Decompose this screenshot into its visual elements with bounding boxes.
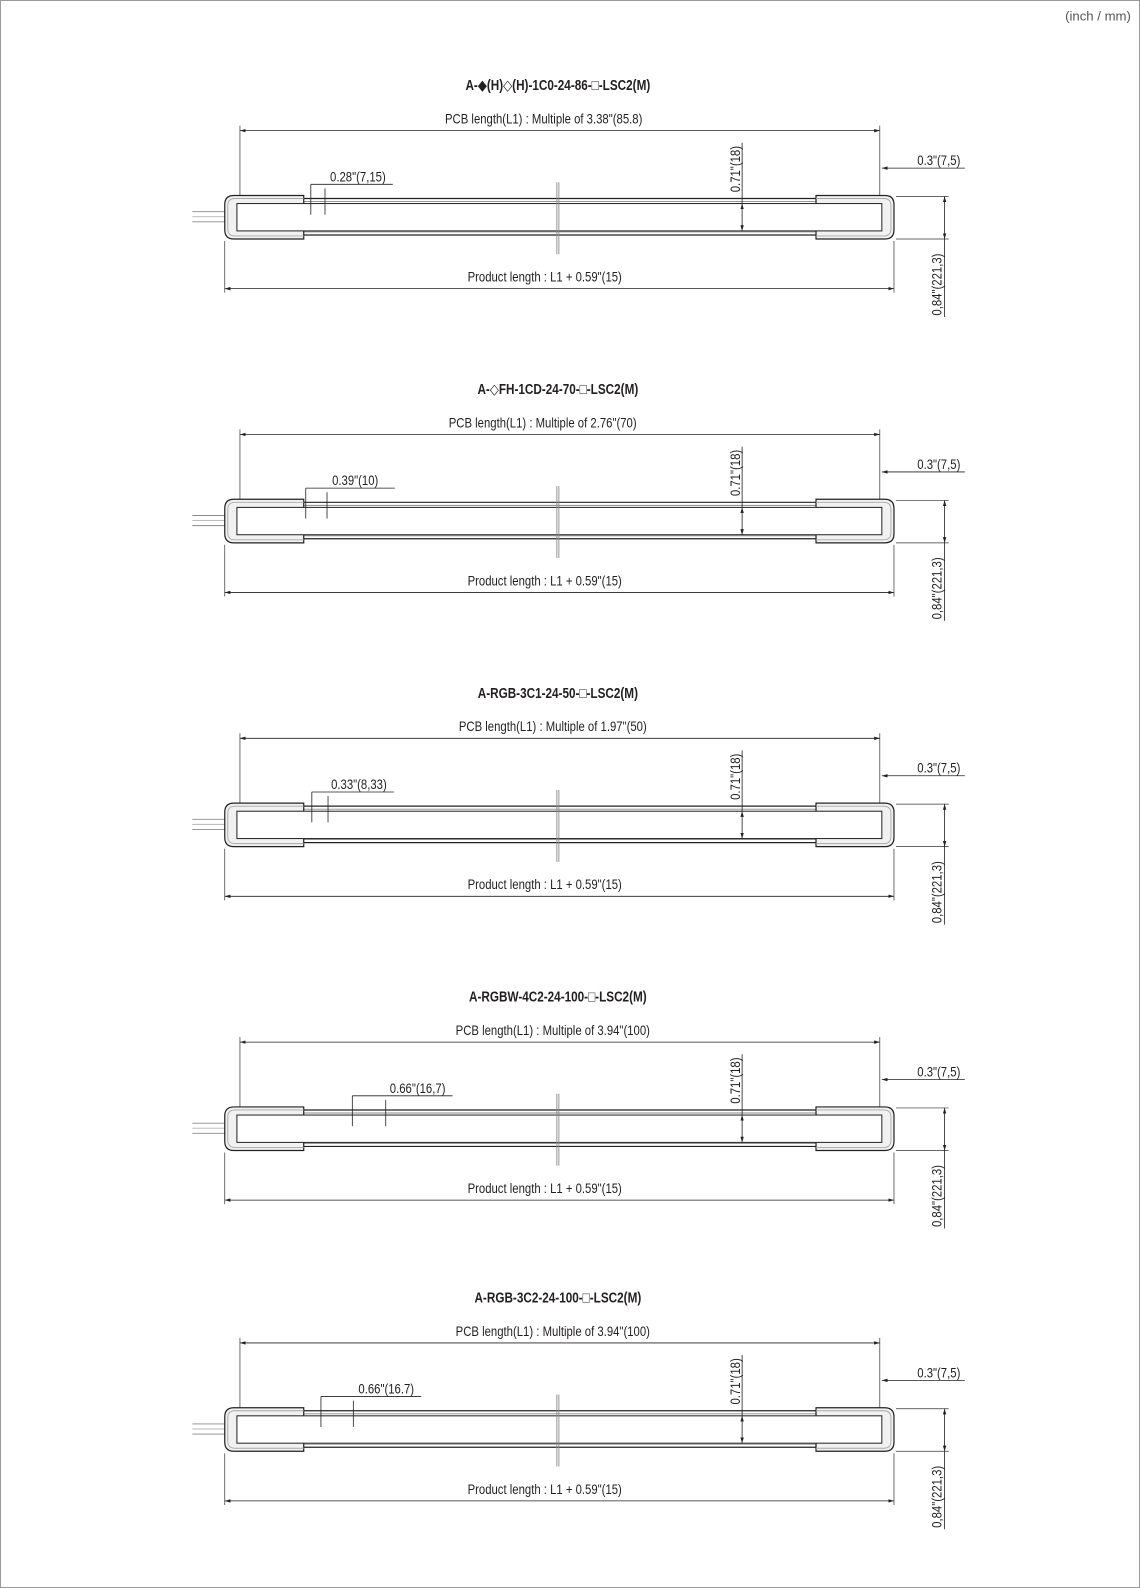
pcb-length-label: PCB length(L1) : Multiple of 3.38"(85.8) xyxy=(444,110,643,127)
product-length-label: Product length : L1 + 0.59"(15) xyxy=(467,1179,622,1197)
height-dimension-label: 0.71"(18) xyxy=(726,1057,744,1104)
end-offset-dimension-label: 0.3"(7,5) xyxy=(917,151,961,169)
product-length-label: Product length : L1 + 0.59"(15) xyxy=(467,268,622,285)
pcb-length-label: PCB length(L1) : Multiple of 3.94"(100) xyxy=(455,1322,650,1340)
units-label: (inch / mm) xyxy=(1065,8,1131,24)
drawing-title: A-◇FH-1CD-24-70-□-LSC2(M) xyxy=(477,380,639,398)
end-offset-dimension-label: 0.3"(7,5) xyxy=(917,1364,961,1381)
drawing-title: A-RGB-3C2-24-100-□-LSC2(M) xyxy=(474,1289,642,1306)
drawing-title: A-RGB-3C1-24-50-□-LSC2(M) xyxy=(477,684,638,702)
cut-dimension-label: 0.66"(16,7) xyxy=(389,1079,446,1097)
sheet-border xyxy=(1,1,1140,1588)
drawing-title: A-RGBW-4C2-24-100-□-LSC2(M) xyxy=(469,988,647,1005)
pcb-length-label: PCB length(L1) : Multiple of 3.94"(100) xyxy=(455,1021,650,1039)
cut-dimension-label: 0.66"(16.7) xyxy=(358,1380,415,1397)
product-length-label: Product length : L1 + 0.59"(15) xyxy=(467,1480,622,1498)
product-length-label: Product length : L1 + 0.59"(15) xyxy=(467,875,622,893)
overall-dimension-label: 0,84"(221,3) xyxy=(928,861,945,924)
pcb-inner-rectangle xyxy=(237,1115,882,1142)
end-offset-dimension-label: 0.3"(7,5) xyxy=(917,759,961,777)
pcb-length-label: PCB length(L1) : Multiple of 2.76"(70) xyxy=(448,414,637,431)
pcb-inner-rectangle xyxy=(237,811,882,838)
pcb-inner-rectangle xyxy=(237,204,882,231)
height-dimension-label: 0.71"(18) xyxy=(726,449,744,497)
product-length-label: Product length : L1 + 0.59"(15) xyxy=(467,572,622,589)
overall-dimension-label: 0,84"(221,3) xyxy=(928,1465,945,1528)
cut-dimension-label: 0.39"(10) xyxy=(332,471,379,489)
cut-dimension-label: 0.28"(7,15) xyxy=(330,168,386,185)
overall-dimension-label: 0,84"(221,3) xyxy=(928,253,945,316)
cut-dimension-label: 0.33"(8,33) xyxy=(331,775,387,793)
drawing-title: A-◆(H)◇(H)-1C0-24-86-□-LSC2(M) xyxy=(465,76,651,94)
pcb-inner-rectangle xyxy=(237,507,882,534)
end-offset-dimension-label: 0.3"(7,5) xyxy=(917,1063,961,1080)
pcb-length-label: PCB length(L1) : Multiple of 1.97"(50) xyxy=(458,717,647,735)
height-dimension-label: 0.71"(18) xyxy=(726,1358,744,1405)
height-dimension-label: 0.71"(18) xyxy=(726,146,744,193)
end-offset-dimension-label: 0.3"(7,5) xyxy=(917,455,961,473)
overall-dimension-label: 0,84"(221,3) xyxy=(928,1165,945,1228)
pcb-inner-rectangle xyxy=(237,1416,882,1443)
height-dimension-label: 0.71"(18) xyxy=(726,753,744,800)
overall-dimension-label: 0,84"(221,3) xyxy=(928,557,945,620)
